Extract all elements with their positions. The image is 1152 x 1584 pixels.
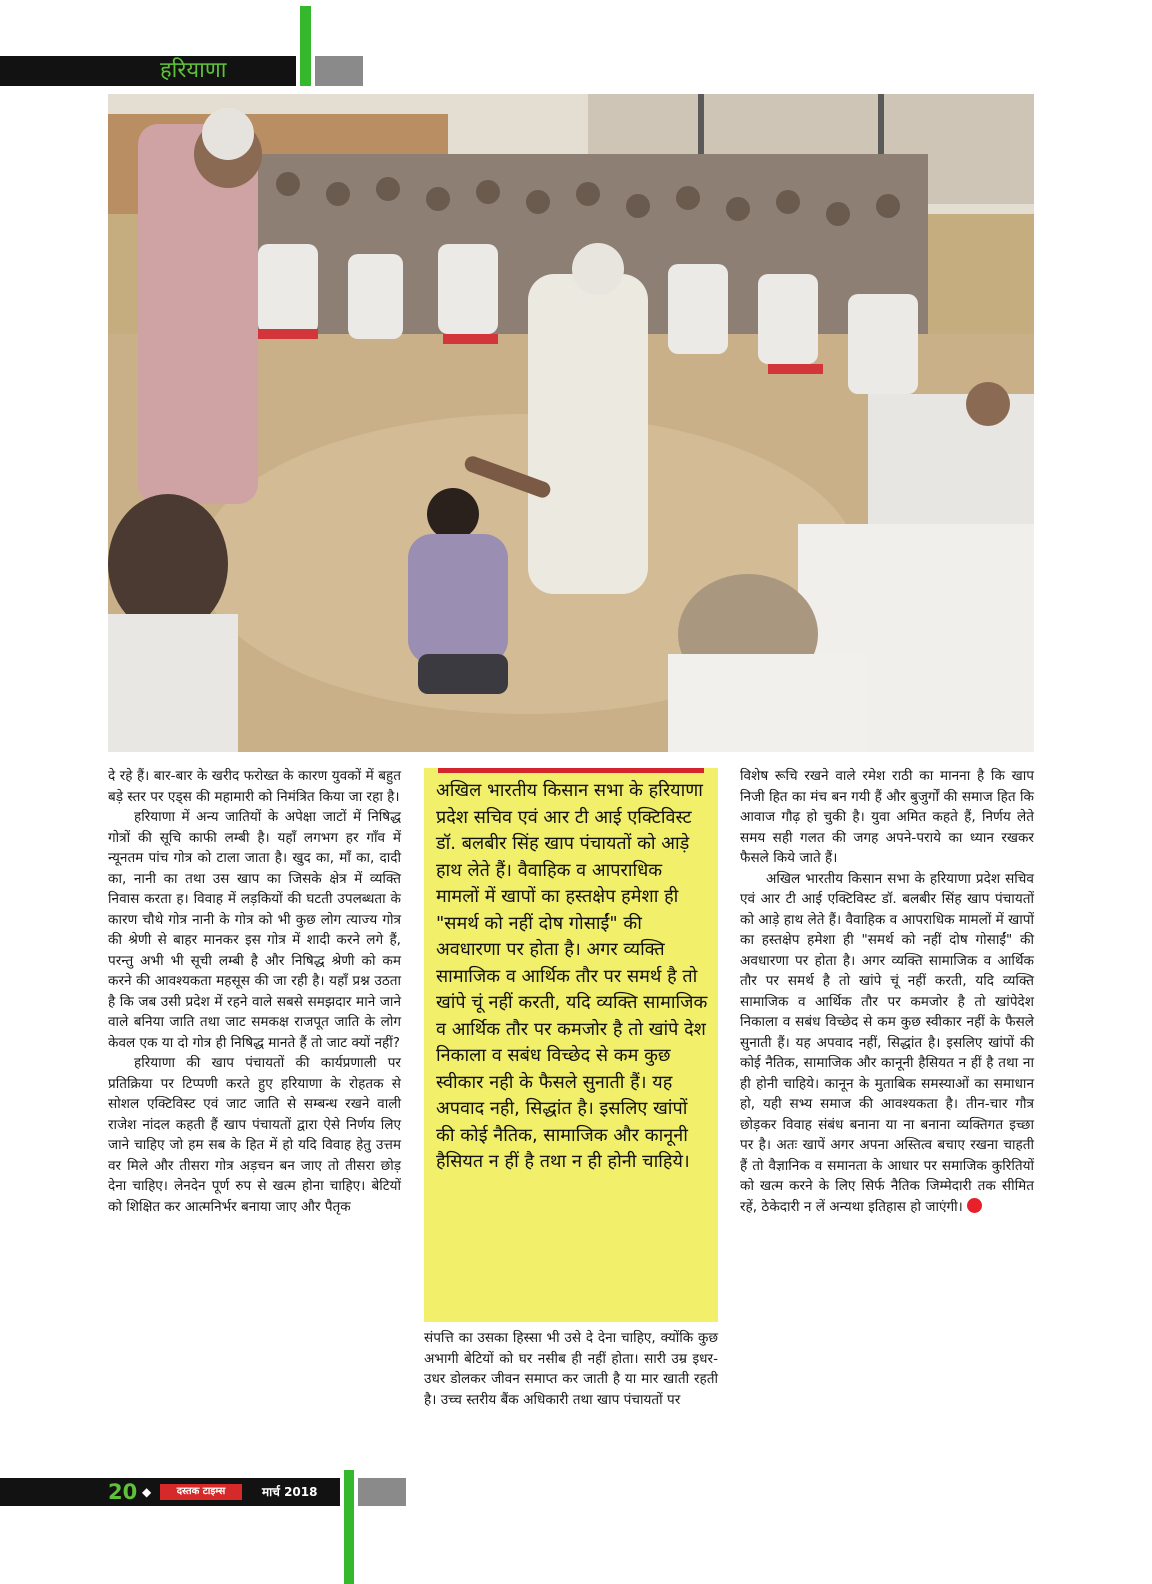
article-photo <box>108 94 1034 752</box>
paragraph: संपत्ति का उसका हिस्सा भी उसे दे देना चाहिए, क्योंकि कुछ अभागी बेटियों को घर नसीब ही नहीं होता। सारी उम्र इधर-उधर डोलकर जीवन समाप्त कर जाती है या मार खाती रहती है। उच्च स्तरीय बैंक अधिकारी तथा खाप पंचायतों पर <box>424 1330 718 1408</box>
footer-green-rule <box>344 1470 354 1584</box>
right-column <box>740 766 1034 1217</box>
red-dot-icon <box>967 1198 982 1213</box>
paragraph: विशेष रूचि रखने वाले रमेश राठी का मानना है कि खाप निजी हित का मंच बन गयी हैं और बुजुर्गों की समाज हित कि आवाज गौढ़ हो चुकी है। युवा अमित कहते हैं, निर्णय लेते समय सही गलत की जगह अपने-पराये का ध्यान रखकर फैसले किये जाते हैं। <box>740 768 1034 866</box>
left-column <box>108 766 401 1217</box>
paragraph: दे रहे हैं। बार-बार के खरीद फरोख्त के कारण युवकों में बहुत बड़े स्तर पर एड्स की महामारी को निमंत्रित किया जा रहा है। <box>108 768 401 805</box>
issue-date: मार्च 2018 <box>262 1485 318 1499</box>
footer-gray-block <box>358 1478 406 1506</box>
middle-column <box>424 1328 718 1410</box>
paragraph: हरियाणा में अन्य जातियों के अपेक्षा जाटों में निषिद्ध गोत्रों की सूचि काफी लम्बी है। यहाँ लगभग हर गाँव में न्यूनतम पांच गोत्र को टाला जाता है। खुद का, माँ का, दादी का, नानी का तथा उस खाप का जिसके क्षेत्र में व्यक्ति निवास करता ह। विवाह में लड़कियों की घटती उपलब्धता के कारण चौथे गोत्र नानी के गोत्र को भी कुछ लोग त्याज्य गोत्र की श्रेणी से बाहर मानकर इस गोत्र में शादी करने लगे हैं, परन्तु अभी भी सूची लम्बी है और निषिद्ध श्रेणी को कम करने की आवश्यकता महसूस की जा रही है। यहाँ प्रश्न उठता है कि जब उसी प्रदेश में रहने वाले सबसे समझदार माने जाने वाले बनिया जाति तथा जाट समकक्ष राजपूत जाति के लोग केवल एक या दो गोत्र ही निषिद्ध मानते हैं तो जाट क्यों नहीं? <box>108 809 401 1051</box>
paragraph: हरियाणा की खाप पंचायतों की कार्यप्रणाली पर प्रतिक्रिया पर टिप्पणी करते हुए हरियाणा के रोहतक से सोशल एक्टिविस्ट एवं जाट जाति से सम्बन्ध रखने वाली राजेश नांदल कहती हैं खाप पंचायतों द्वारा ऐसे निर्णय लिए जाने चाहिए जो हम सब के हित में हो यदि विवाह हेतु उत्तम वर मिले और तीसरा गोत्र अड़चन बन जाए तो तीसरा छोड़ देना चाहिए। लेनदेन पूर्ण रुप से खत्म होना चाहिए। बेटियों को शिक्षित कर आत्मनिर्भर बनाया जाए और पैतृक <box>108 1055 401 1215</box>
header-bar <box>0 56 296 86</box>
section-label: हरियाणा <box>160 58 227 83</box>
page-number: 20 <box>108 1480 138 1504</box>
pull-quote-text: अखिल भारतीय किसान सभा के हरियाणा प्रदेश सचिव एवं आर टी आई एक्टिविस्ट डॉ. बलबीर सिंह खाप पंचायतों को आड़े हाथ लेते हैं। वैवाहिक व आपराधिक मामलों में खापों का हस्तक्षेप हमेशा ही "समर्थ को नहीं दोष गोसाईं" की अवधारणा पर होता है। अगर व्यक्ति सामाजिक व आर्थिक तौर पर समर्थ है तो खांपे चूं नहीं करती, यदि व्यक्ति सामाजिक व आर्थिक तौर पर कमजोर है तो खांपे देश निकाला व सबंध विच्छेद से कम कुछ स्वीकार नही के फैसले सुनाती हैं। यह अपवाद नही, सिद्धांत है। इसलिए खांपों की कोई नैतिक, सामाजिक और कानूनी हैसियत न हीं है तथा न ही होनी चाहिये। <box>436 780 708 1172</box>
header-green-rule <box>300 6 311 86</box>
header-gray-block <box>315 56 363 86</box>
paragraph <box>740 869 1034 1218</box>
pull-quote-box <box>424 768 718 1322</box>
pull-quote-rule <box>438 768 704 773</box>
brand-logo: दस्तक टाइम्स <box>160 1484 242 1500</box>
diamond-bullet-icon: ◆ <box>142 1485 152 1499</box>
paragraph-text: अखिल भारतीय किसान सभा के हरियाणा प्रदेश सचिव एवं आर टी आई एक्टिविस्ट डॉ. बलबीर सिंह खाप पंचायतों को आड़े हाथ लेते हैं। वैवाहिक व आपराधिक मामलों में खापों का हस्तक्षेप हमेशा ही "समर्थ को नहीं दोष गोसाईं" की अवधारणा पर होता है। अगर व्यक्ति सामाजिक व आर्थिक तौर पर समर्थ है तो खांपे चूं नहीं करती, यदि व्यक्ति सामाजिक व आर्थिक तौर पर कमजोर है तो खांपेदेश निकाला व सबंध विच्छेद से कम कुछ स्वीकार नहीं के फैसले सुनाती हैं। यह अपवाद नहीं, सिद्धांत है। इसलिए खांपों की कोई नैतिक, सामाजिक और कानूनी हैसियत न हीं है तथा ना ही होनी चाहिये। कानून के मुताबिक समस्याओं का समाधान हो, यही सभ्य समाज की आवश्यकता है। तीन-चार गौत्र छोड़कर विवाह संबंध बनाना या ना बनाना व्यक्तिगत इच्छा पर है। अतः खापें अगर अपना अस्तित्व बचाए रखना चाहती हैं तो वैज्ञानिक व समानता के आधार पर समाजिक कुरितियों को खत्म करने के लिए सिर्फ नैतिक जिम्मेदारी तक सीमित रहें, ठेकेदारी न लें अन्यथा इतिहास हो जाएंगी। <box>740 870 1035 1215</box>
